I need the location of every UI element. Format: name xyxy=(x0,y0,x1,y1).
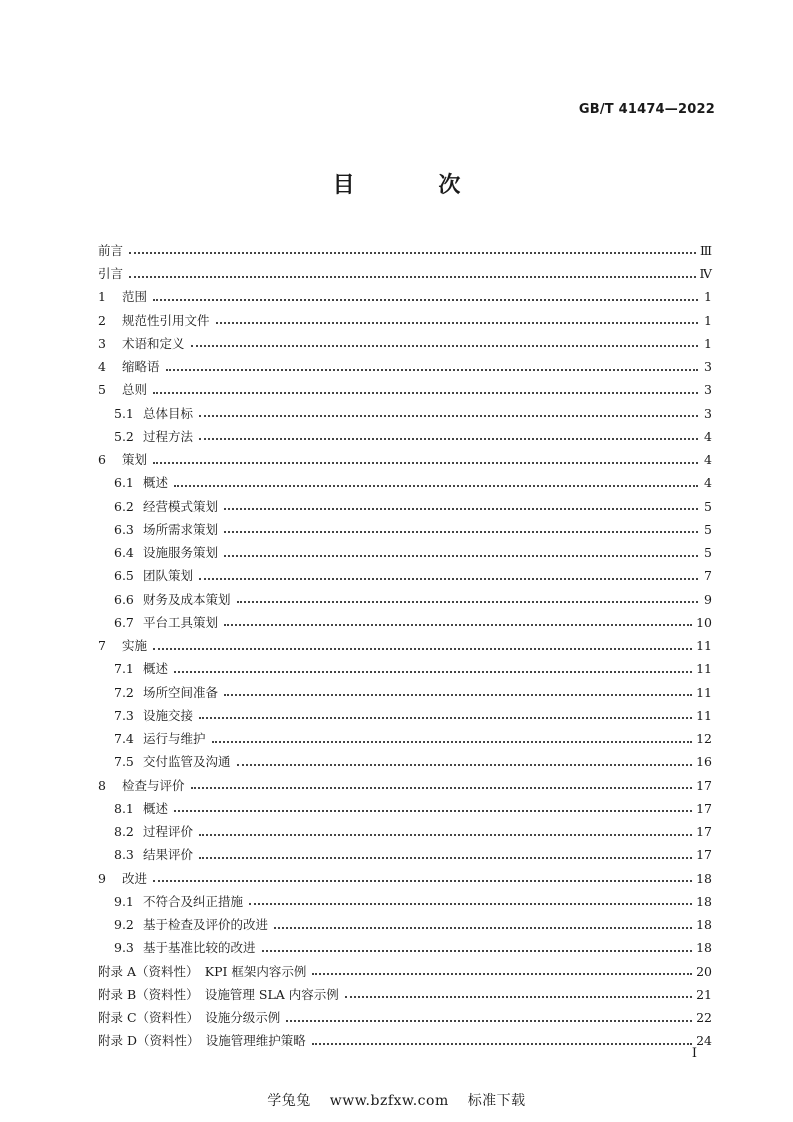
toc-entry-page: 1 xyxy=(704,312,712,328)
toc-entry[interactable] xyxy=(98,955,712,978)
toc-entry-number: 6.6 xyxy=(114,591,134,607)
toc-entry-number: 6.7 xyxy=(114,614,134,630)
toc-entry-page: 7 xyxy=(704,568,712,584)
footer-site-name: 学兔兔 xyxy=(267,1093,311,1109)
toc-entry-page: 18 xyxy=(696,940,712,956)
toc-entry-number: 6.3 xyxy=(114,521,134,537)
toc-entry-page: 10 xyxy=(696,614,712,630)
toc-leader-dots xyxy=(199,857,692,859)
toc-entry-page: 17 xyxy=(696,800,712,816)
toc-leader-dots xyxy=(249,903,692,905)
toc-entry-number: 4 xyxy=(98,359,106,374)
toc-entry-page: 3 xyxy=(704,405,712,421)
toc-entry-page: 11 xyxy=(696,638,712,653)
toc-entry-number: 6.2 xyxy=(114,498,134,514)
toc-leader-dots xyxy=(174,485,698,487)
toc-entry-page: 5 xyxy=(704,545,712,560)
toc-entry-number: 8 xyxy=(98,777,106,793)
toc-leader-dots xyxy=(174,671,692,673)
toc-entry-label: 不符合及纠正措施 xyxy=(143,893,244,909)
toc-entry-label: 概述 xyxy=(143,800,169,816)
toc-entry-label: 团队策划 xyxy=(143,568,194,584)
toc-leader-dots xyxy=(237,601,698,603)
toc-leader-dots xyxy=(153,392,698,394)
toc-entry[interactable] xyxy=(98,443,712,466)
toc-entry[interactable] xyxy=(98,722,712,745)
toc-entry[interactable] xyxy=(98,467,712,490)
toc-entry-label: 附录 A（资料性） KPI 框架内容示例 xyxy=(98,963,307,979)
toc-entry-number: 9 xyxy=(98,870,106,886)
toc-entry-number: 8.1 xyxy=(114,800,134,816)
toc-entry-label: 基于基准比较的改进 xyxy=(143,940,256,956)
toc-entry[interactable] xyxy=(98,1025,712,1048)
toc-entry[interactable] xyxy=(98,746,712,769)
toc-leader-dots xyxy=(224,694,692,696)
toc-leader-dots xyxy=(199,578,698,580)
toc-entry-number: 8.2 xyxy=(114,824,134,839)
footer xyxy=(0,1090,793,1110)
toc-entry-label: 平台工具策划 xyxy=(143,614,219,630)
toc-entry-label: 设施交接 xyxy=(143,707,194,723)
toc-entry-number: 9.1 xyxy=(114,893,134,909)
toc-entry-label: 财务及成本策划 xyxy=(143,591,231,607)
toc-leader-dots xyxy=(216,322,698,324)
toc-entry[interactable] xyxy=(98,560,712,583)
toc-entry-number: 5.1 xyxy=(114,405,134,421)
toc-entry-label: 经营模式策划 xyxy=(143,498,219,514)
toc-entry-page: 18 xyxy=(696,870,712,886)
toc-entry[interactable] xyxy=(98,839,712,862)
toc-leader-dots xyxy=(199,834,692,836)
toc-entry-label: 基于检查及评价的改进 xyxy=(143,917,269,932)
standard-number: GB/T 41474—2022 xyxy=(578,102,715,117)
toc-entry-label: 结果评价 xyxy=(143,847,194,863)
toc-entry-page: 4 xyxy=(704,475,712,491)
toc-entry-number: 7.4 xyxy=(114,731,134,746)
toc-entry-number: 7.1 xyxy=(114,661,134,677)
toc-entry[interactable] xyxy=(98,490,712,513)
toc-entry-number: 9.2 xyxy=(114,917,134,932)
toc-leader-dots xyxy=(129,276,695,278)
toc-entry[interactable] xyxy=(98,327,712,350)
toc-leader-dots xyxy=(212,741,693,743)
page-number: I xyxy=(691,1046,697,1061)
toc-entry[interactable] xyxy=(98,699,712,722)
toc-entry[interactable] xyxy=(98,513,712,536)
toc-entry-page: 21 xyxy=(696,986,712,1002)
toc-entry-page: 4 xyxy=(704,452,712,467)
toc-entry-page: 11 xyxy=(696,684,712,700)
toc-entry-page: 17 xyxy=(696,847,712,863)
toc-entry-number: 6 xyxy=(98,452,106,467)
toc-entry-number: 8.3 xyxy=(114,847,134,863)
toc-entry-label: 策划 xyxy=(122,452,148,467)
toc-entry-page: 11 xyxy=(696,661,712,677)
toc-entry-label: 总体目标 xyxy=(143,405,194,421)
toc-leader-dots xyxy=(174,810,692,812)
toc-entry-number: 6.5 xyxy=(114,568,134,584)
toc-leader-dots xyxy=(286,1020,692,1022)
toc-leader-dots xyxy=(274,927,692,929)
toc-leader-dots xyxy=(199,717,692,719)
toc-entry-label: 附录 C（资料性） 设施分级示例 xyxy=(98,1010,281,1025)
toc-entry-page: 3 xyxy=(704,382,712,398)
toc-leader-dots xyxy=(237,764,693,766)
toc-leader-dots xyxy=(191,787,693,789)
toc-entry[interactable] xyxy=(98,397,712,420)
toc-entry-label: 场所空间准备 xyxy=(143,684,219,700)
toc-entry-label: 过程方法 xyxy=(143,428,194,444)
toc-leader-dots xyxy=(129,252,696,254)
toc-entry-label: 规范性引用文件 xyxy=(122,312,210,328)
toc-entry-number: 6.4 xyxy=(114,545,134,560)
toc-entry-page: 12 xyxy=(696,731,712,746)
toc-entry[interactable] xyxy=(98,1001,712,1024)
toc-leader-dots xyxy=(199,415,698,417)
toc-entry-page: 5 xyxy=(704,498,712,514)
toc-entry-label: 术语和定义 xyxy=(122,335,185,351)
toc-leader-dots xyxy=(312,973,692,975)
toc-entry-number: 6.1 xyxy=(114,475,134,491)
toc-leader-dots xyxy=(166,369,698,371)
toc-entry-number: 1 xyxy=(98,289,106,305)
toc-entry-label: 概述 xyxy=(143,661,169,677)
toc-entry[interactable] xyxy=(98,420,712,443)
toc-entry[interactable] xyxy=(98,653,712,676)
toc-entry-page: 24 xyxy=(696,1033,712,1049)
toc-entry-page: 5 xyxy=(704,521,712,537)
toc-leader-dots xyxy=(153,299,698,301)
toc-entry-label: 附录 B（资料性） 设施管理 SLA 内容示例 xyxy=(98,986,339,1002)
toc-entry[interactable] xyxy=(98,257,712,280)
toc-leader-dots xyxy=(224,508,698,510)
toc-leader-dots xyxy=(153,648,692,650)
page-title: 目 次 xyxy=(332,173,499,198)
toc-leader-dots xyxy=(224,555,698,557)
footer-tagline: 标准下载 xyxy=(467,1093,526,1109)
toc-entry-number: 7.3 xyxy=(114,707,134,723)
toc-leader-dots xyxy=(153,880,692,882)
toc-entry-page: 11 xyxy=(696,707,712,723)
toc-entry-label: 检查与评价 xyxy=(122,777,185,793)
toc-entry-page: 22 xyxy=(696,1010,712,1025)
toc-entry-page: 1 xyxy=(704,335,712,351)
toc-entry[interactable] xyxy=(98,792,712,815)
toc-leader-dots xyxy=(312,1043,692,1045)
toc-entry[interactable] xyxy=(98,769,712,792)
toc-entry-number: 3 xyxy=(98,335,106,351)
toc-entry-page: 1 xyxy=(704,289,712,305)
toc-entry[interactable] xyxy=(98,862,712,885)
toc-entry-label: 附录 D（资料性） 设施管理维护策略 xyxy=(98,1033,306,1049)
toc-entry-page: 3 xyxy=(704,359,712,374)
toc-entry-number: 2 xyxy=(98,312,106,328)
toc-entry-label: 范围 xyxy=(122,289,148,305)
toc-entry[interactable] xyxy=(98,583,712,606)
toc-entry-page: 20 xyxy=(696,963,712,979)
toc-entry-number: 5 xyxy=(98,382,106,398)
toc-entry-number: 9.3 xyxy=(114,940,134,956)
toc-entry[interactable] xyxy=(98,815,712,838)
toc-entry[interactable] xyxy=(98,350,712,373)
table-of-contents xyxy=(98,234,712,1048)
toc-entry-page: 16 xyxy=(696,754,712,770)
toc-entry[interactable] xyxy=(98,304,712,327)
toc-entry-page: Ⅳ xyxy=(699,266,712,281)
toc-entry[interactable] xyxy=(98,978,712,1001)
toc-entry-label: 总则 xyxy=(122,382,148,398)
toc-entry-label: 前言 xyxy=(98,242,124,258)
toc-entry[interactable] xyxy=(98,536,712,559)
toc-entry-label: 引言 xyxy=(98,266,124,281)
toc-entry-label: 缩略语 xyxy=(122,359,160,374)
toc-leader-dots xyxy=(199,438,698,440)
toc-entry-number: 5.2 xyxy=(114,428,134,444)
toc-entry[interactable] xyxy=(98,606,712,629)
toc-entry-label: 过程评价 xyxy=(143,824,194,839)
toc-entry-page: 4 xyxy=(704,428,712,444)
toc-entry[interactable] xyxy=(98,281,712,304)
toc-entry-label: 交付监管及沟通 xyxy=(143,754,231,770)
toc-entry[interactable] xyxy=(98,374,712,397)
toc-entry-page: 9 xyxy=(704,591,712,607)
toc-entry[interactable] xyxy=(98,234,712,257)
toc-entry-page: 18 xyxy=(696,893,712,909)
toc-leader-dots xyxy=(345,996,692,998)
toc-entry[interactable] xyxy=(98,908,712,931)
toc-entry[interactable] xyxy=(98,629,712,652)
toc-entry-number: 7.5 xyxy=(114,754,134,770)
toc-leader-dots xyxy=(153,462,698,464)
toc-entry-label: 概述 xyxy=(143,475,169,491)
toc-entry-page: Ⅲ xyxy=(699,242,712,258)
toc-entry-page: 18 xyxy=(696,917,712,932)
toc-entry-number: 7.2 xyxy=(114,684,134,700)
toc-leader-dots xyxy=(224,531,698,533)
footer-url[interactable]: www.bzfxw.com xyxy=(329,1093,449,1109)
toc-entry-number: 7 xyxy=(98,638,106,653)
toc-entry-label: 场所需求策划 xyxy=(143,521,219,537)
toc-entry-label: 运行与维护 xyxy=(143,731,206,746)
toc-entry[interactable] xyxy=(98,676,712,699)
toc-entry-label: 改进 xyxy=(122,870,148,886)
toc-entry-page: 17 xyxy=(696,824,712,839)
toc-entry[interactable] xyxy=(98,885,712,908)
toc-leader-dots xyxy=(191,345,698,347)
toc-leader-dots xyxy=(262,950,693,952)
toc-leader-dots xyxy=(224,624,692,626)
toc-entry[interactable] xyxy=(98,932,712,955)
toc-entry-page: 17 xyxy=(696,777,712,793)
toc-entry-label: 实施 xyxy=(122,638,148,653)
toc-entry-label: 设施服务策划 xyxy=(143,545,219,560)
